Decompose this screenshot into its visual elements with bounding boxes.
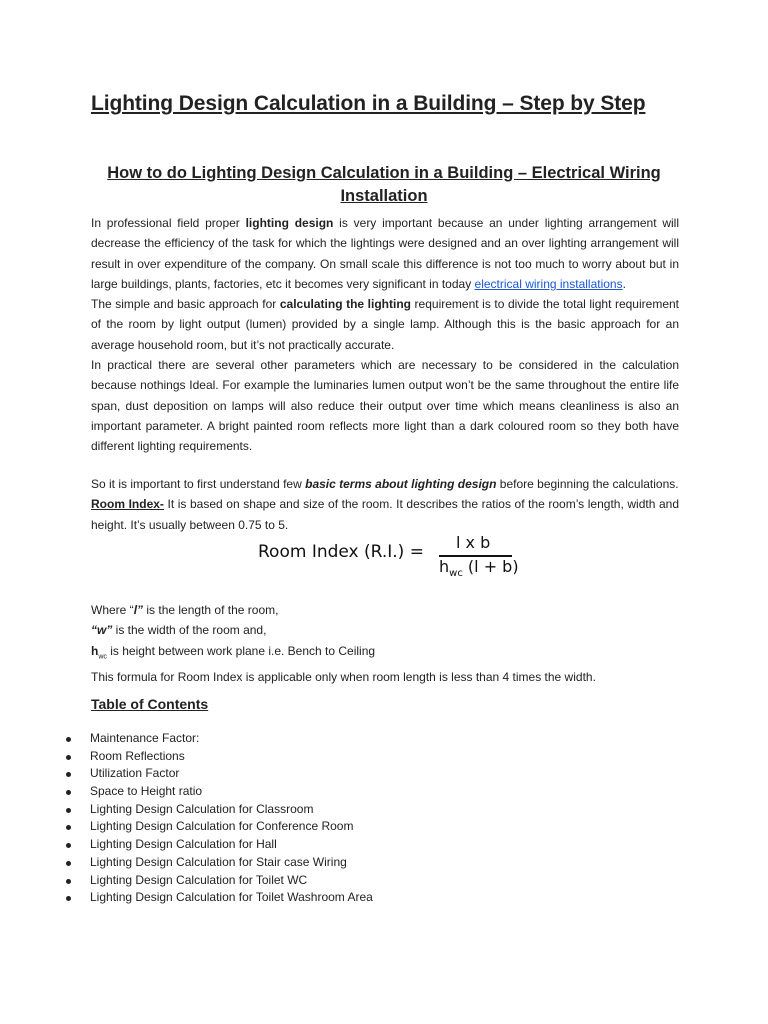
text-run: is height between work plane i.e. Bench to Ceiling <box>106 643 376 658</box>
where-h-line <box>91 641 679 668</box>
intro-paragraph-2 <box>91 294 679 355</box>
text-run: h <box>439 557 450 576</box>
text-run: It is based on shape and size of the room. It describes the ratios of the room’s length, width and height. It’s usually between 0.75 to 5. <box>91 497 679 532</box>
text-run: is the width of the room and, <box>112 623 267 638</box>
bullet-icon <box>66 843 71 848</box>
toc-item-label: Space to Height ratio <box>90 784 203 799</box>
toc-item[interactable] <box>62 854 373 872</box>
toc-item-label: Lighting Design Calculation for Stair case Wiring <box>90 854 347 869</box>
toc-item-label: Lighting Design Calculation for Hall <box>90 837 277 852</box>
text-run: The simple and basic approach for <box>91 297 280 312</box>
bullet-icon <box>66 737 71 742</box>
toc-item-label: Utilization Factor <box>90 766 180 781</box>
toc-item[interactable] <box>62 783 373 801</box>
bold-italic-term: basic terms about lighting design <box>305 477 497 491</box>
toc-title: Table of Contents <box>91 696 209 712</box>
subscript: wc <box>449 568 463 580</box>
variable-w: “w” <box>91 623 113 638</box>
where-w-line <box>91 620 679 640</box>
text-run: requirement is to divide the total light requirement of the room by light output (lumen) provided by a single lamp. Although this is the basic approach for an average household room, but it’s not practically accurate. <box>91 297 679 352</box>
variable-l: l” <box>133 603 144 617</box>
bold-term: lighting design <box>245 216 334 230</box>
toc-item[interactable] <box>62 730 373 748</box>
toc-item[interactable] <box>62 889 373 907</box>
toc-item[interactable] <box>62 872 373 890</box>
page-title: Lighting Design Calculation in a Building – Step by Step <box>91 92 646 115</box>
toc-item[interactable] <box>62 818 373 836</box>
bullet-icon <box>66 790 71 795</box>
terms-section <box>91 474 679 535</box>
formula-numerator: l x b <box>456 533 491 552</box>
bullet-icon <box>66 825 71 830</box>
toc-item-label: Room Reflections <box>90 748 185 763</box>
formula-note: This formula for Room Index is applicable only when room length is less than 4 times the width. <box>91 670 596 685</box>
bold-term: calculating the lighting <box>279 297 411 312</box>
toc-item[interactable] <box>62 765 373 783</box>
text-run: is very important because an under lighting arrangement will decrease the efficiency of the task for which the lightings were designed and an over lighting arrangement will result in over expenditure of the company. On small scale this difference is not too much to worry about but in large buildings, plants, factories, etc it becomes very significant in today <box>91 216 680 291</box>
formula-lhs: Room Index (R.I.) = <box>258 542 424 562</box>
text-run: In professional field proper <box>91 216 246 230</box>
text-run: is the length of the room, <box>143 603 279 617</box>
text-run: before beginning the calculations. <box>496 477 679 491</box>
intro-section <box>91 213 679 457</box>
toc-item-label: Lighting Design Calculation for Toilet Washroom Area <box>90 890 373 905</box>
toc-item-label: Lighting Design Calculation for Toilet WC <box>90 872 308 887</box>
toc-item[interactable] <box>62 801 373 819</box>
room-index-label: Room Index- <box>91 497 164 512</box>
text-run: . <box>622 276 626 291</box>
bullet-icon <box>66 772 71 777</box>
intro-paragraph-3: In practical there are several other parameters which are necessary to be considered in the calculation because nothings Ideal. For example the luminaries lumen output won’t be the same throughout the entire life span, dust deposition on lamps will also reduce their output over time which means cleanliness is also an important parameter. A bright painted room reflects more light than a dark coloured room so they both have different lighting requirements. <box>91 358 679 454</box>
room-index-formula <box>258 533 518 579</box>
text-run: (l + b) <box>462 557 519 576</box>
bullet-icon <box>66 861 71 866</box>
bullet-icon <box>66 896 71 901</box>
variable-h: h <box>91 643 99 658</box>
toc-item-label: Maintenance Factor: <box>90 731 200 745</box>
intro-paragraph-1 <box>91 213 679 294</box>
toc-item[interactable] <box>62 836 373 854</box>
formula-denominator <box>439 557 519 579</box>
subscript: wc <box>98 652 107 660</box>
toc-item[interactable] <box>62 748 373 766</box>
toc-item-label: Lighting Design Calculation for Classroom <box>90 801 314 816</box>
bullet-icon <box>66 808 71 813</box>
text-run: So it is important to first understand few <box>91 477 306 491</box>
where-l-line <box>91 600 679 620</box>
bullet-icon <box>66 879 71 884</box>
toc-list <box>62 730 373 907</box>
toc-item-label: Lighting Design Calculation for Conference Room <box>90 819 354 834</box>
bullet-icon <box>66 755 71 760</box>
text-run: Where “ <box>91 603 134 617</box>
section-heading: How to do Lighting Design Calculation in a Building – Electrical Wiring Installation <box>107 164 661 205</box>
room-index-paragraph <box>91 494 679 535</box>
terms-paragraph <box>91 474 679 494</box>
electrical-wiring-link[interactable]: electrical wiring installations <box>474 276 623 291</box>
where-section <box>91 600 679 688</box>
